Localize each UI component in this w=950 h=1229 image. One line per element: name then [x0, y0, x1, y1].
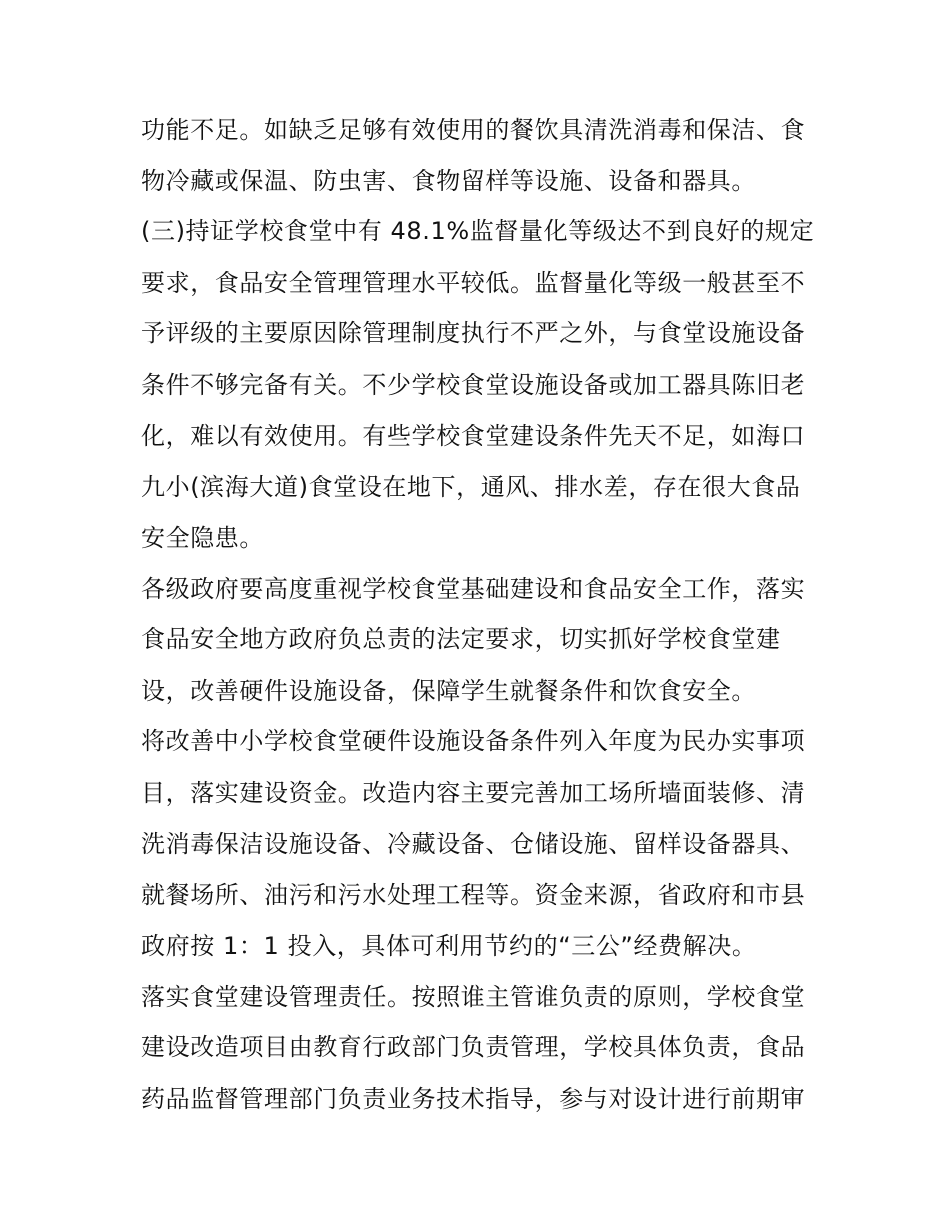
text-line: 将改善中小学校食堂硬件设施设备条件列入年度为民办实事项	[141, 727, 806, 755]
text-line: 条件不够完备有关。不少学校食堂设施设备或加工器具陈旧老	[141, 371, 806, 399]
text-line: 建设改造项目由教育行政部门负责管理，学校具体负责，食品	[141, 1033, 806, 1061]
text-line: 化，难以有效使用。有些学校食堂建设条件先天不足，如海口	[141, 422, 806, 450]
text-line: 食品安全地方政府负总责的法定要求，切实抓好学校食堂建	[141, 625, 781, 653]
text-line: 要求，食品安全管理管理水平较低。监督量化等级一般甚至不	[141, 269, 806, 297]
text-line: 政府按 1：1 投入，具体可利用节约的“三公”经费解决。	[141, 932, 757, 960]
text-line: 予评级的主要原因除管理制度执行不严之外，与食堂设施设备	[141, 319, 806, 347]
text-line: 药品监督管理部门负责业务技术指导，参与对设计进行前期审	[141, 1085, 806, 1113]
text-line: 各级政府要高度重视学校食堂基础建设和食品安全工作，落实	[141, 575, 806, 603]
text-line: 物冷藏或保温、防虫害、食物留样等设施、设备和器具。	[141, 167, 756, 195]
text-line: 设，改善硬件设施设备，保障学生就餐条件和饮食安全。	[141, 677, 756, 705]
text-line: 安全隐患。	[141, 524, 264, 552]
text-line: 洗消毒保洁设施设备、冷藏设备、仓储设施、留样设备器具、	[141, 830, 806, 858]
text-line: 九小(滨海大道)食堂设在地下，通风、排水差，存在很大食品	[141, 473, 801, 501]
text-line: 目，落实建设资金。改造内容主要完善加工场所墙面装修、清	[141, 779, 806, 807]
text-line: 落实食堂建设管理责任。按照谁主管谁负责的原则，学校食堂	[141, 983, 806, 1011]
text-line: (三)持证学校食堂中有 48.1%监督量化等级达不到良好的规定	[141, 217, 815, 245]
text-line: 就餐场所、油污和污水处理工程等。资金来源，省政府和市县	[141, 881, 806, 909]
text-line: 功能不足。如缺乏足够有效使用的餐饮具清洗消毒和保洁、食	[141, 116, 806, 144]
